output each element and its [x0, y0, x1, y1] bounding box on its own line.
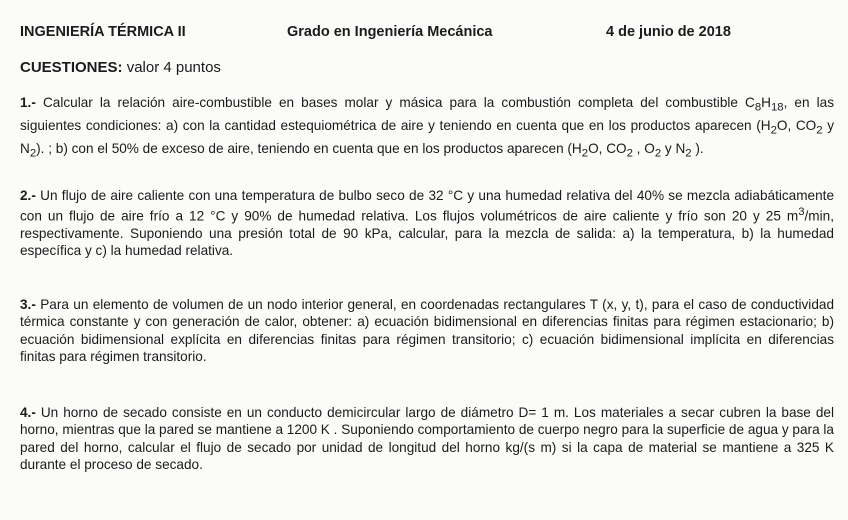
question-text: y N: [20, 118, 834, 157]
question-text: H: [761, 95, 771, 110]
question-text: Para un elemento de volumen de un nodo interior general, en coordenadas rectangulares T (x, y, t), para el caso de conductividad térmica constante y con generación de calor, obtener: a) ecuación bidimensional en diferencias finitas para régimen estacionario; b) ecuación bidimensional explícita en diferencias finitas para régimen transitorio; c) ecuación bidimensional implícita en diferencias finitas para régimen transitorio.: [20, 297, 835, 364]
degree-title: Grado en Ingeniería Mecánica: [287, 24, 493, 40]
question-text: ).: [691, 141, 704, 157]
subscript: 2: [654, 147, 662, 160]
question-text: O, CO: [776, 118, 817, 134]
question-text: , O: [632, 141, 655, 157]
subscript: 2: [770, 124, 777, 137]
question-text: /min, respectivamente. Suponiendo una presión total de 90 kPa, calcular, para la mezcla de salida: a) la temperatura, b) la humedad específica y c) la humedad relativa.: [20, 208, 834, 259]
question-number: 2.-: [20, 188, 36, 203]
superscript: 3: [798, 206, 805, 219]
question-3: [20, 296, 834, 365]
exam-date: 4 de junio de 2018: [606, 24, 731, 40]
question-4: [20, 404, 834, 473]
section-value: valor 4 puntos: [126, 59, 221, 76]
section-heading: [20, 59, 221, 76]
question-number: 3.-: [20, 297, 36, 312]
question-text: ). ; b) con el 50% de exceso de aire, teniendo en cuenta que en los productos aparecen (H: [36, 141, 582, 157]
question-1: [20, 94, 834, 163]
question-text: Un horno de secado consiste en un conducto demicircular largo de diámetro D= 1 m. Los materiales a secar cubren la base del horno, mientras que la pared se mantiene a 1200 K . Suponiendo comportamiento de cuerpo negro para la superficie de agua y para la pared del horno, calcular el flujo de secado por unidad de longitud del horno kg/(s m) si la capa de material se mantiene a 325 K durante el proceso de secado.: [20, 405, 834, 472]
subscript: 2: [685, 147, 692, 160]
subscript: 2: [29, 147, 37, 160]
subject-title: INGENIERÍA TÉRMICA II: [20, 24, 186, 40]
subscript: 18: [770, 101, 784, 114]
question-number: 1.-: [20, 95, 36, 110]
subscript: 2: [626, 147, 633, 160]
question-2: [20, 187, 834, 260]
question-text: y N: [661, 141, 686, 157]
question-text: O, CO: [588, 141, 627, 157]
question-text: Calcular la relación aire-combustible en bases molar y másica para la combustión completa del combustible C: [42, 95, 755, 110]
question-number: 4.-: [20, 405, 36, 420]
section-title: CUESTIONES:: [20, 59, 123, 76]
subscript: 8: [754, 101, 762, 114]
subscript: 2: [816, 124, 823, 137]
question-text: , en las siguientes condiciones: a) con la cantidad estequiométrica de aire y teniendo en cuenta que en los productos aparecen (H: [20, 95, 834, 134]
subscript: 2: [581, 147, 589, 160]
question-text: Un flujo de aire caliente con una temperatura de bulbo seco de 32 °C y una humedad relativa del 40% se mezcla adiabáticamente con un flujo de aire frío a 12 °C y 90% de humedad relativa. Los flujos volumétricos de aire caliente y frío son 20 y 25 m: [20, 188, 835, 224]
